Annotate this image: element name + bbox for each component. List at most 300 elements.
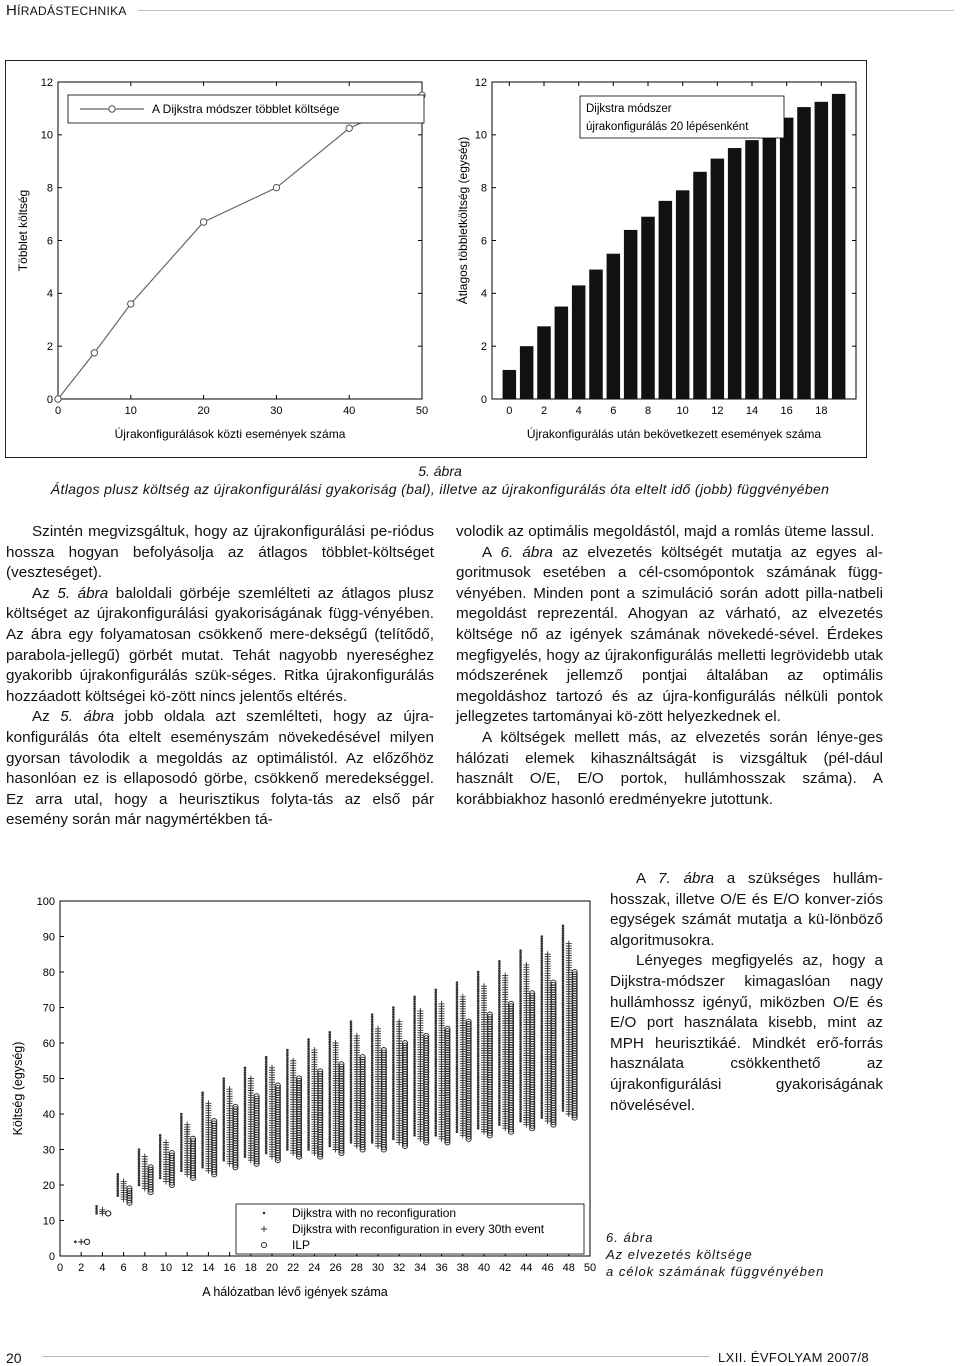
data-point: [201, 1099, 204, 1102]
data-point: [498, 1022, 501, 1025]
data-point: [456, 1073, 459, 1076]
legend-label: Dijkstra módszer: [586, 103, 672, 115]
paragraph: Az 5. ábra baloldali görbéje szemlélteti az átlagos plusz költséget az újrakonfigurálási gyakoriságának függ-vényében. Az ábra egy folyamatosan csökkenő mere-dekségű (telítődő, parabola-jellegű) görbét mutat. Tehát nagyobb nyereséghez gyakoribb újrakonfigurálás szük-séges. Ritka újrakonfigurálás hozzáadott költségei kö-zött nincs jelentős eltérés.: [6, 584, 434, 705]
figure-6-caption: [606, 1229, 824, 1280]
data-point: [477, 1028, 480, 1031]
data-point: [78, 1239, 84, 1245]
y-tick-label: 0: [48, 1251, 55, 1263]
x-tick-label: 14: [745, 405, 759, 417]
data-point: [477, 988, 480, 991]
data-point: [540, 981, 543, 984]
data-point: [540, 1061, 543, 1064]
data-point: [222, 1084, 225, 1087]
data-point: [307, 1112, 310, 1115]
data-point: [392, 1128, 395, 1131]
data-point: [562, 1092, 565, 1095]
data-point: [392, 1064, 395, 1067]
data-point: [456, 1068, 459, 1071]
data-point: [244, 1079, 247, 1082]
legend-label: Dijkstra with reconfiguration in every 30th event: [292, 1222, 545, 1236]
data-point: [286, 1078, 289, 1081]
data-point: [456, 1001, 459, 1004]
footer-rule: [42, 1356, 710, 1357]
data-point: [392, 1102, 395, 1105]
data-point: [456, 1044, 459, 1047]
legend-marker: [109, 106, 115, 112]
data-point: [413, 1027, 416, 1030]
data-point: [562, 934, 565, 937]
data-point: [371, 1115, 374, 1118]
data-point: [265, 1128, 268, 1131]
data-point: [350, 1074, 353, 1077]
data-point: [562, 1032, 565, 1035]
data-point: [392, 1030, 395, 1033]
data-point: [434, 1029, 437, 1032]
data-point: [519, 966, 522, 969]
data-point: [519, 1002, 522, 1005]
data-point: [328, 1041, 331, 1044]
data-point: [371, 1062, 374, 1065]
data-point: [456, 1106, 459, 1109]
data-point: [307, 1093, 310, 1096]
data-point: [562, 1073, 565, 1076]
data-point: [392, 1056, 395, 1059]
data-point: [328, 1095, 331, 1098]
bar: [763, 130, 777, 399]
data-point: [519, 1048, 522, 1051]
data-point: [328, 1116, 331, 1119]
data-point: [244, 1100, 247, 1103]
data-point: [307, 1088, 310, 1091]
data-point: [519, 1026, 522, 1029]
data-point: [350, 1040, 353, 1043]
data-point: [371, 1112, 374, 1115]
data-point: [477, 1062, 480, 1065]
data-point: [519, 957, 522, 960]
data-point: [286, 1136, 289, 1139]
data-point: [498, 1049, 501, 1052]
data-point: [350, 1066, 353, 1069]
data-point: [434, 1086, 437, 1089]
data-point: [371, 1129, 374, 1132]
data-point: [222, 1094, 225, 1097]
data-point: [413, 1089, 416, 1092]
data-point: [540, 950, 543, 953]
data-point: [392, 1021, 395, 1024]
data-point: [159, 1139, 162, 1142]
data-point: [519, 990, 522, 993]
data-point: [371, 1059, 374, 1062]
x-tick-label: 12: [181, 1262, 194, 1274]
data-point: [371, 1033, 374, 1036]
data-point: [519, 1091, 522, 1094]
data-point: [286, 1061, 289, 1064]
data-point: [138, 1151, 141, 1154]
data-point: [434, 1008, 437, 1011]
data-point: [392, 1130, 395, 1133]
data-point: [180, 1153, 183, 1156]
plot-frame: [58, 82, 422, 399]
data-point: [371, 1066, 374, 1069]
data-point: [540, 955, 543, 958]
data-point: [222, 1132, 225, 1135]
data-point: [498, 1085, 501, 1088]
bar: [641, 217, 655, 399]
data-point: [519, 1074, 522, 1077]
data-point: [307, 1086, 310, 1089]
data-point: [286, 1056, 289, 1059]
figure-6-caption-line: Az elvezetés költsége: [606, 1247, 753, 1262]
data-point: [477, 1124, 480, 1127]
data-point: [350, 1020, 353, 1023]
data-point: [434, 1003, 437, 1006]
data-point: [498, 1034, 501, 1037]
data-point: [180, 1141, 183, 1144]
data-point: [477, 978, 480, 981]
data-point: [286, 1112, 289, 1115]
data-point: [477, 992, 480, 995]
data-point: [456, 1123, 459, 1126]
data-point: [562, 1085, 565, 1088]
data-point: [328, 1135, 331, 1138]
data-point: [328, 1128, 331, 1131]
data-point: [307, 1141, 310, 1144]
data-point: [456, 981, 459, 984]
data-point: [434, 988, 437, 991]
x-tick-label: 34: [414, 1262, 427, 1274]
data-point: [562, 1028, 565, 1031]
data-point: [392, 1085, 395, 1088]
data-point: [307, 1103, 310, 1106]
data-point: [222, 1156, 225, 1159]
data-point: [159, 1148, 162, 1151]
data-point: [456, 1130, 459, 1133]
data-point: [519, 973, 522, 976]
data-point: [201, 1103, 204, 1106]
data-point: [244, 1134, 247, 1137]
data-point: [519, 1079, 522, 1082]
data-point: [519, 1062, 522, 1065]
data-point: [371, 1064, 374, 1067]
data-point: [265, 1101, 268, 1104]
data-point: [392, 1049, 395, 1052]
data-point: [540, 945, 543, 948]
data-point: [128, 301, 134, 307]
data-point: [307, 1105, 310, 1108]
data-point: [477, 1060, 480, 1063]
data-point: [456, 1066, 459, 1069]
figure-reference: 5. ábra: [57, 584, 109, 602]
data-point: [519, 985, 522, 988]
data-point: [307, 1139, 310, 1142]
data-point: [434, 1089, 437, 1092]
data-point: [392, 1068, 395, 1071]
data-point: [201, 1154, 204, 1157]
data-point: [350, 1136, 353, 1139]
data-point: [413, 1036, 416, 1039]
data-point: [328, 1130, 331, 1133]
data-point: [562, 941, 565, 944]
data-point: [456, 1116, 459, 1119]
data-point: [350, 1061, 353, 1064]
data-point: [477, 973, 480, 976]
data-point: [434, 1027, 437, 1030]
data-point: [413, 1022, 416, 1025]
data-point: [413, 1079, 416, 1082]
data-point: [519, 1021, 522, 1024]
data-point: [371, 1105, 374, 1108]
data-point: [84, 1239, 89, 1244]
data-point: [413, 996, 416, 999]
data-point: [434, 1000, 437, 1003]
data-point: [519, 1105, 522, 1108]
data-point: [562, 982, 565, 985]
figure-6-chart: [4, 886, 600, 1316]
data-point: [519, 1053, 522, 1056]
data-point: [222, 1130, 225, 1133]
data-point: [477, 1033, 480, 1036]
data-point: [201, 1142, 204, 1145]
data-point: [265, 1133, 268, 1136]
data-point: [180, 1167, 183, 1170]
data-point: [477, 1096, 480, 1099]
data-point: [519, 1057, 522, 1060]
data-point: [519, 1120, 522, 1123]
data-point: [138, 1181, 141, 1184]
data-point: [222, 1135, 225, 1138]
bar: [780, 118, 794, 399]
data-point: [477, 1079, 480, 1082]
data-point: [540, 1015, 543, 1018]
data-point: [222, 1077, 225, 1080]
data-point: [519, 993, 522, 996]
data-point: [498, 1078, 501, 1081]
data-point: [456, 996, 459, 999]
data-point: [540, 983, 543, 986]
data-point: [477, 1048, 480, 1051]
data-point: [456, 1013, 459, 1016]
data-point: [498, 1032, 501, 1035]
data-point: [244, 1103, 247, 1106]
data-point: [413, 1115, 416, 1118]
data-point: [498, 1075, 501, 1078]
data-point: [413, 1062, 416, 1065]
data-point: [265, 1092, 268, 1095]
data-point: [392, 1092, 395, 1095]
data-point: [562, 1020, 565, 1023]
data-point: [456, 1039, 459, 1042]
data-point: [519, 981, 522, 984]
data-point: [519, 1024, 522, 1027]
data-point: [392, 1032, 395, 1035]
bar: [589, 270, 603, 399]
data-point: [562, 1080, 565, 1083]
data-point: [519, 1115, 522, 1118]
data-point: [392, 1037, 395, 1040]
data-point: [180, 1122, 183, 1125]
bar: [537, 326, 551, 399]
data-point: [519, 952, 522, 955]
data-point: [413, 998, 416, 1001]
data-point: [392, 1107, 395, 1110]
bar: [745, 140, 759, 399]
data-point: [307, 1134, 310, 1137]
issue-label: LXII. ÉVFOLYAM 2007/8: [718, 1350, 869, 1365]
data-point: [498, 1013, 501, 1016]
data-point: [413, 1081, 416, 1084]
data-point: [95, 1212, 98, 1215]
data-point: [328, 1140, 331, 1143]
data-point: [201, 1156, 204, 1159]
data-point: [456, 1020, 459, 1023]
data-point: [540, 1114, 543, 1117]
data-point: [328, 1102, 331, 1105]
data-point: [540, 938, 543, 941]
data-point: [519, 1005, 522, 1008]
data-point: [307, 1079, 310, 1082]
data-point: [434, 1120, 437, 1123]
data-point: [434, 1022, 437, 1025]
data-point: [286, 1092, 289, 1095]
data-point: [286, 1095, 289, 1098]
data-point: [456, 1041, 459, 1044]
data-point: [138, 1165, 141, 1168]
data-point: [138, 1162, 141, 1165]
data-point: [540, 1116, 543, 1119]
data-point: [265, 1149, 268, 1152]
data-point: [413, 1007, 416, 1010]
data-point: [159, 1160, 162, 1163]
data-point: [434, 1048, 437, 1051]
data-point: [328, 1038, 331, 1041]
data-point: [519, 961, 522, 964]
data-point: [350, 1102, 353, 1105]
y-tick-label: 4: [480, 288, 487, 301]
data-point: [498, 1061, 501, 1064]
data-point: [540, 1053, 543, 1056]
data-point: [180, 1151, 183, 1154]
data-point: [328, 1069, 331, 1072]
data-point: [286, 1083, 289, 1086]
data-point: [265, 1140, 268, 1143]
data-point: [328, 1138, 331, 1141]
data-point: [265, 1070, 268, 1073]
data-point: [498, 1037, 501, 1040]
data-point: [498, 1116, 501, 1119]
data-point: [350, 1035, 353, 1038]
data-point: [562, 1049, 565, 1052]
data-point: [371, 1013, 374, 1016]
data-point: [562, 925, 565, 928]
data-point: [392, 1023, 395, 1026]
data-point: [413, 1117, 416, 1120]
data-point: [286, 1097, 289, 1100]
bar: [555, 307, 569, 399]
data-point: [434, 1070, 437, 1073]
data-point: [413, 1060, 416, 1063]
data-point: [434, 1084, 437, 1087]
data-point: [328, 1059, 331, 1062]
data-point: [434, 1079, 437, 1082]
data-point: [519, 1098, 522, 1101]
data-point: [434, 993, 437, 996]
data-point: [477, 985, 480, 988]
y-tick-label: 2: [46, 341, 53, 354]
data-point: [477, 1086, 480, 1089]
data-point: [413, 1024, 416, 1027]
data-point: [244, 1115, 247, 1118]
data-point: [498, 1087, 501, 1090]
data-point: [350, 1110, 353, 1113]
data-point: [392, 1080, 395, 1083]
data-point: [540, 1029, 543, 1032]
data-point: [265, 1099, 268, 1102]
data-point: [244, 1095, 247, 1098]
data-point: [413, 1074, 416, 1077]
data-point: [413, 1058, 416, 1061]
data-point: [498, 1020, 501, 1023]
data-point: [540, 1020, 543, 1023]
data-point: [392, 1044, 395, 1047]
x-tick-label: 10: [676, 405, 689, 417]
y-tick-label: 30: [42, 1144, 55, 1157]
y-tick-label: 20: [42, 1180, 55, 1192]
bar: [815, 102, 829, 399]
data-point: [562, 1016, 565, 1019]
data-point: [265, 1077, 268, 1080]
data-point: [222, 1140, 225, 1143]
data-point: [307, 1045, 310, 1048]
data-point: [350, 1042, 353, 1045]
data-point: [328, 1097, 331, 1100]
data-point: [138, 1172, 141, 1175]
data-point: [413, 1127, 416, 1130]
data-point: [328, 1078, 331, 1081]
data-point: [498, 1030, 501, 1033]
x-tick-label: 16: [223, 1262, 236, 1274]
data-point: [307, 1053, 310, 1056]
data-point: [392, 1075, 395, 1078]
data-point: [350, 1117, 353, 1120]
data-point: [244, 1146, 247, 1149]
data-point: [434, 991, 437, 994]
data-point: [562, 1068, 565, 1071]
data-point: [498, 1107, 501, 1110]
data-point: [434, 1132, 437, 1135]
data-point: [371, 1095, 374, 1098]
data-point: [307, 1091, 310, 1094]
data-point: [434, 1015, 437, 1018]
data-point: [201, 1094, 204, 1097]
data-point: [116, 1183, 119, 1186]
data-point: [498, 965, 501, 968]
data-point: [265, 1111, 268, 1114]
data-point: [350, 1088, 353, 1091]
data-point: [540, 1109, 543, 1112]
data-point: [307, 1043, 310, 1046]
x-tick-label: 30: [270, 405, 283, 417]
x-tick-label: 50: [583, 1262, 597, 1274]
x-tick-label: 36: [435, 1262, 448, 1274]
data-point: [286, 1141, 289, 1144]
data-point: [201, 1135, 204, 1138]
data-point: [434, 1067, 437, 1070]
data-point: [159, 1174, 162, 1177]
data-point: [519, 1060, 522, 1063]
data-point: [498, 982, 501, 985]
data-point: [350, 1131, 353, 1134]
data-point: [286, 1049, 289, 1052]
